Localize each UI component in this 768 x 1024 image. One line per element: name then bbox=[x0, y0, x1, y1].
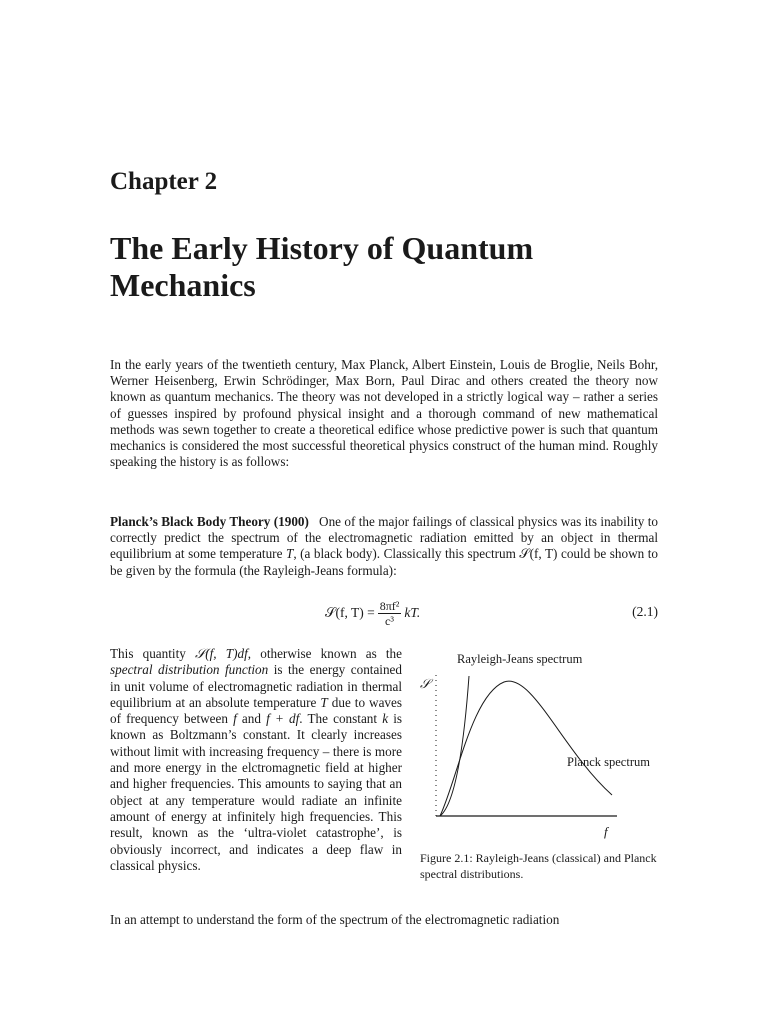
p3-text-e: and bbox=[241, 711, 261, 727]
spectral-paragraph bbox=[110, 646, 402, 874]
closing-paragraph: In an attempt to understand the form of the spectrum of the electromagnetic radiation bbox=[110, 912, 560, 927]
equation-body bbox=[325, 596, 420, 630]
equation-numerator: 8πf² bbox=[379, 598, 400, 613]
planck-label: Planck spectrum bbox=[567, 755, 650, 769]
planck-curve bbox=[440, 681, 612, 816]
x-axis-label: f bbox=[604, 824, 608, 839]
equation-denominator: c³ bbox=[385, 613, 394, 628]
p3-text-c: is the energy contained in unit volume of electromagnetic radiation in thermal equilibrium at an absolute temperature bbox=[110, 662, 403, 710]
equation-2-1 bbox=[110, 596, 658, 630]
section-heading: Planck’s Black Body Theory (1900) bbox=[110, 514, 309, 529]
math-f: f bbox=[233, 711, 237, 727]
p3-text-g: . The constant bbox=[299, 711, 378, 727]
equation-rhs: kT. bbox=[404, 605, 421, 620]
y-axis-label: 𝒮 bbox=[420, 676, 431, 691]
planck-paragraph bbox=[110, 514, 658, 579]
p3-text-h: is known as Boltzmann’s constant. It clearly increases without limit with increasing frequency – there is more and more energy in the elctromagnetic field at higher and higher frequencies. This amounts to saying that an object at any temperature would radiate an infinite amount of energy at infinitely high frequencies. This result, known as the ‘ultra-violet catastrophe’, is obviously incorrect, and indicates a deep flaw in classical physics. bbox=[110, 711, 403, 873]
term-spectral-distribution: spectral distribution function bbox=[110, 662, 269, 678]
planck-text-2: , (a black body). Classically this spectrum bbox=[293, 546, 516, 562]
equation-lhs: 𝒮(f, T) = bbox=[325, 605, 375, 620]
planck-text-3: could be shown to be given by the formula (the Rayleigh-Jeans formula): bbox=[110, 546, 659, 578]
p3-text-d: due to waves of frequency between bbox=[110, 694, 402, 727]
spectrum-plot bbox=[412, 640, 732, 860]
p3-text-a: This quantity bbox=[110, 646, 186, 661]
math-S: 𝒮(f, T) bbox=[519, 546, 558, 562]
equation-fraction bbox=[378, 599, 402, 628]
equation-number: (2.1) bbox=[632, 604, 658, 619]
figure-caption: Figure 2.1: Rayleigh-Jeans (classical) and Planck spectral distributions. bbox=[420, 851, 657, 881]
math-T-2: T bbox=[320, 694, 328, 710]
chapter-title: The Early History of Quantum Mechanics bbox=[110, 230, 534, 303]
math-k: k bbox=[382, 711, 389, 727]
planck-text-1: One of the major failings of classical physics was its inability to correctly predict the spectrum of the electromagnetic radiation emitted by an object in thermal equilibrium at some temperature bbox=[110, 514, 659, 562]
math-fdf: f + df bbox=[266, 711, 300, 727]
math-Sdf: 𝒮(f, T)df bbox=[195, 646, 248, 661]
rayleigh-jeans-label: Rayleigh-Jeans spectrum bbox=[457, 652, 583, 666]
math-T: T bbox=[285, 546, 294, 562]
chapter-label: Chapter 2 bbox=[110, 168, 218, 195]
intro-paragraph: In the early years of the twentieth century, Max Planck, Albert Einstein, Louis de Broglie, Neils Bohr, Werner Heisenberg, Erwin Schrödinger, Max Born, Paul Dirac and others created the theory now known as quantum mechanics. The theory was not developed in a strictly logical way – rather a series of guesses inspired by profound physical insight and a thorough command of new mathematical methods was sewn together to create a theoretical edifice whose predictive power is such that quantum mechanics is considered the most successful theoretical physics construct of the human mind. Roughly speaking the history is as follows: bbox=[110, 357, 658, 470]
p3-text-b: , otherwise known as the bbox=[247, 646, 403, 661]
